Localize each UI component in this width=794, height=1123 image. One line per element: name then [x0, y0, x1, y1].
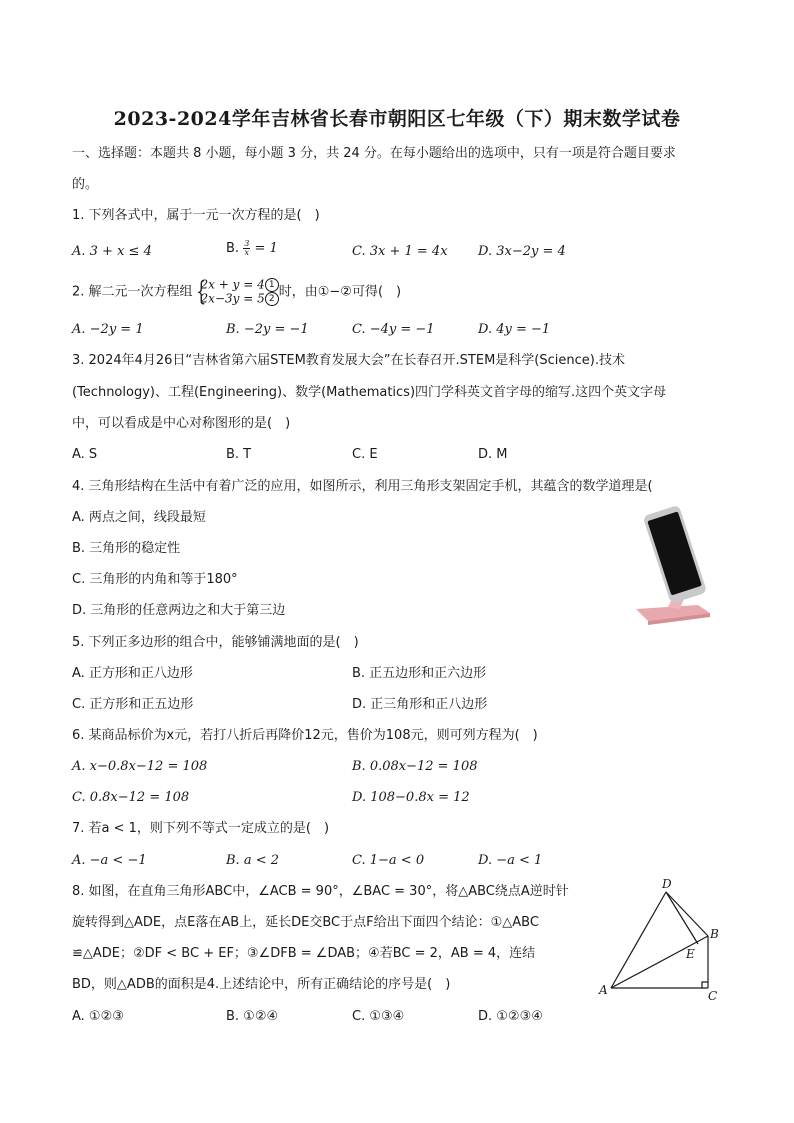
q7-stem: 7. 若a < 1，则下列不等式一定成立的是( ) [72, 821, 330, 836]
q7-option-d: D. −a < 1 [478, 853, 543, 868]
q5-option-b: B. 正五边形和正六边形 [352, 666, 487, 681]
q6-option-d: D. 108−0.8x = 12 [352, 790, 470, 805]
label-b: B [710, 927, 719, 941]
section1-header-line1: 一、选择题：本题共 8 小题，每小题 3 分，共 24 分。在每小题给出的选项中，只有一项是符合题目要求 [72, 146, 676, 161]
page-title: 2023-2024学年吉林省长春市朝阳区七年级（下）期末数学试卷 [113, 108, 681, 130]
phone-stand-image [628, 505, 718, 625]
q2-option-b: B. −2y = −1 [226, 322, 309, 337]
q5-option-d: D. 正三角形和正八边形 [352, 697, 488, 712]
q2-stem-prefix: 2. 解二元一次方程组 [72, 284, 193, 300]
q5-option-a: A. 正方形和正八边形 [72, 666, 193, 681]
q2-equation-system [193, 278, 279, 306]
q1-stem: 1. 下列各式中，属于一元一次方程的是( ) [72, 208, 320, 223]
segment-df [666, 892, 698, 944]
q4-stem: 4. 三角形结构在生活中有着广泛的应用，如图所示，利用三角形支架固定手机，其蕴含的数学道理是( [72, 479, 653, 494]
q3-option-d: D. M [478, 447, 508, 462]
q1-option-a: A. 3 + x ≤ 4 [72, 244, 152, 259]
q1-option-b-fraction [243, 240, 250, 257]
q2-eq1: 2x + y = 4 [200, 277, 265, 292]
q6-option-a: A. x−0.8x−12 = 108 [72, 759, 208, 774]
q4-option-a: A. 两点之间，线段最短 [72, 510, 206, 525]
q2-eq2-row [201, 292, 279, 306]
section1-header-line2: 的。 [72, 177, 99, 192]
q5-option-c: C. 正方形和正五边形 [72, 697, 194, 712]
q4-option-d: D. 三角形的任意两边之和大于第三边 [72, 603, 286, 618]
label-c: C [708, 989, 718, 1003]
q7-option-b: B. a < 2 [226, 853, 279, 868]
label-e: E [686, 947, 695, 961]
q2-brace: { [195, 277, 206, 307]
q8-option-a: A. ①②③ [72, 1009, 124, 1024]
q3-option-c: C. E [352, 447, 378, 462]
q2-eq2-marker: 2 [265, 292, 279, 306]
q8-stem-line2: 旋转得到△ADE，点E落在AB上，延长DE交BC于点F给出下面四个结论：①△ABC [72, 915, 539, 930]
segment-db [666, 892, 708, 936]
q2-eq2: 2x−3y = 5 [200, 291, 265, 306]
q2-option-d: D. 4y = −1 [478, 322, 551, 337]
q2-option-c: C. −4y = −1 [352, 322, 435, 337]
q3-option-a: A. S [72, 447, 98, 462]
label-d: D [662, 878, 672, 891]
q4-option-c: C. 三角形的内角和等于180° [72, 572, 238, 587]
geometry-figure [596, 878, 726, 1003]
q7-option-c: C. 1−a < 0 [352, 853, 425, 868]
q6-stem: 6. 某商品标价为x元，若打八折后再降价12元，售价为108元，则可列方程为( ) [72, 728, 538, 743]
q6-option-b: B. 0.08x−12 = 108 [352, 759, 478, 774]
right-angle-mark [702, 982, 708, 988]
q1-option-b-numerator: 3 [244, 239, 250, 248]
q1-option-b-prefix: B. [226, 241, 240, 256]
q8-stem-line1: 8. 如图，在直角三角形ABC中，∠ACB = 90°，∠BAC = 30°，将△ABC绕点A逆时针 [72, 884, 569, 899]
q1-option-d: D. 3x−2y = 4 [478, 244, 566, 259]
q1-option-b-rest: = 1 [254, 241, 278, 256]
q8-stem-line4: BD，则△ADB的面积是4.上述结论中，所有正确结论的序号是( ) [72, 977, 451, 992]
phone [643, 505, 708, 604]
q2-eq1-row [201, 278, 279, 292]
q6-option-c: C. 0.8x−12 = 108 [72, 790, 190, 805]
q2-stem-suffix: 时，由①−②可得( ) [278, 284, 402, 300]
q8-option-c: C. ①③④ [352, 1009, 405, 1024]
q3-stem-line1: 3. 2024年4月26日“吉林省第六届STEM教育发展大会”在长春召开.STEM是科学(Science).技术 [72, 353, 625, 368]
q1-option-b-denominator: x [244, 248, 249, 257]
q8-stem-line3: ≌△ADE；②DF < BC + EF；③∠DFB = ∠DAB；④若BC = 2，AB = 4，连结 [72, 946, 536, 961]
q8-option-d: D. ①②③④ [478, 1009, 543, 1024]
q1-option-b [226, 240, 278, 258]
q2-stem [72, 278, 401, 306]
q7-option-a: A. −a < −1 [72, 853, 147, 868]
label-a: A [599, 983, 608, 997]
q1-option-c: C. 3x + 1 = 4x [352, 244, 448, 259]
q2-option-a: A. −2y = 1 [72, 322, 144, 337]
q3-stem-line2: (Technology)、工程(Engineering)、数学(Mathematics)四门学科英文首字母的缩写.这四个英文字母 [72, 385, 667, 400]
q2-eq1-marker: 1 [265, 278, 279, 292]
q5-stem: 5. 下列正多边形的组合中，能够铺满地面的是( ) [72, 635, 359, 650]
q4-option-b: B. 三角形的稳定性 [72, 541, 181, 556]
q8-option-b: B. ①②④ [226, 1009, 279, 1024]
q3-stem-line3: 中，可以看成是中心对称图形的是( ) [72, 416, 291, 431]
q3-option-b: B. T [226, 447, 252, 462]
